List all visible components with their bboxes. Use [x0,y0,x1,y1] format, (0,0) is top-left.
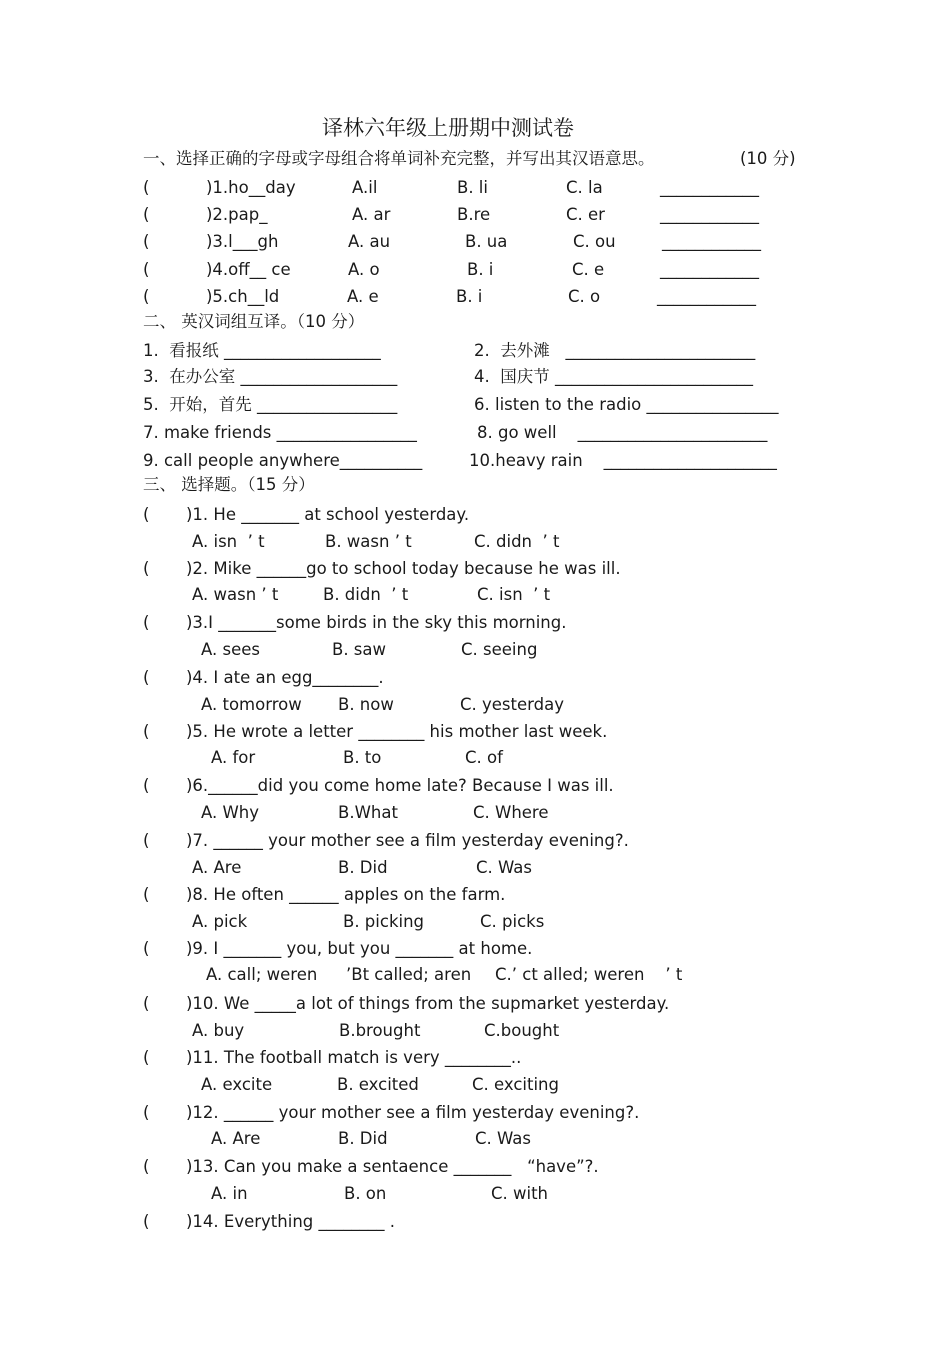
option-a: A. pick [192,912,248,931]
item-stem: )3.l___gh [206,232,279,251]
option-c: C. Was [475,1129,531,1148]
section3-heading: 三、 选择题。（15 分） [143,475,315,494]
answer-paren: ( [143,613,150,632]
question-stem: )9. I _______ you, but you _______ at home. [186,939,533,958]
option-c: C. picks [480,912,545,931]
question-stem: )12. ______ your mother see a film yesterday evening?. [186,1103,640,1122]
answer-paren: ( [143,505,150,524]
option-a: A. wasn ’ t [192,585,279,604]
option-c: C. of [465,748,503,767]
option-c: C.’ ct alled; weren ’ t [495,965,683,984]
phrase-left: 7. make friends _________________ [143,423,417,442]
question-stem: )11. The football match is very ________.. [186,1048,522,1067]
option-b: B. now [338,695,394,714]
question-stem: )3.I _______some birds in the sky this morning. [186,613,567,632]
option-b: B. i [456,287,483,306]
option-a: A. for [211,748,256,767]
phrase-right: 4. 国庆节 ________________________ [474,367,753,386]
answer-paren: ( [143,559,150,578]
phrase-right: 6. listen to the radio ________________ [474,395,779,414]
answer-paren: ( [143,776,150,795]
option-b: B. i [467,260,494,279]
item-stem: )2.pap_ [206,205,268,224]
option-b: B. picking [343,912,425,931]
option-a: A. ar [352,205,391,224]
option-c: C. er [566,205,605,224]
answer-paren: ( [143,994,150,1013]
answer-paren: ( [143,1212,150,1231]
answer-paren: ( [143,722,150,741]
meaning-blank: ____________ [660,178,759,197]
section1-score: (10 分) [740,149,796,168]
question-stem: )8. He often ______ apples on the farm. [186,885,506,904]
phrase-right: 10.heavy rain _____________________ [469,451,777,470]
question-stem: )13. Can you make a sentaence _______ “have”?. [186,1157,599,1176]
answer-paren: ( [143,939,150,958]
question-stem: )2. Mike ______go to school today because he was ill. [186,559,621,578]
page-title: 译林六年级上册期中测试卷 [322,116,574,140]
item-stem: )4.off__ ce [206,260,291,279]
option-c: C. seeing [461,640,538,659]
option-b: B.brought [339,1021,421,1040]
answer-paren: ( [143,885,150,904]
option-b: ’Bt called; aren [346,965,472,984]
option-c: C. yesterday [460,695,564,714]
answer-paren: ( [143,260,150,279]
answer-paren: ( [143,831,150,850]
option-b: B. Did [338,1129,388,1148]
option-a: A. au [348,232,391,251]
option-a: A. o [348,260,380,279]
option-a: A. Are [192,858,242,877]
option-c: C. didn ’ t [474,532,560,551]
phrase-left: 3. 在办公室 ___________________ [143,367,398,386]
option-b: B. li [457,178,488,197]
option-a: A. e [347,287,379,306]
option-a: A. call; weren [206,965,318,984]
phrase-right: 2. 去外滩 _______________________ [474,341,756,360]
option-c: C. with [491,1184,549,1203]
option-c: C. e [572,260,605,279]
item-stem: )5.ch__ld [206,287,280,306]
meaning-blank: ____________ [660,260,759,279]
option-b: B. didn ’ t [323,585,409,604]
option-c: C. Where [473,803,549,822]
question-stem: )6.______did you come home late? Because I was ill. [186,776,614,795]
answer-paren: ( [143,178,150,197]
option-c: C. isn ’ t [477,585,551,604]
meaning-blank: ____________ [662,232,761,251]
phrase-left: 5. 开始，首先 _________________ [143,395,398,414]
meaning-blank: ____________ [657,287,756,306]
option-c: C. exciting [472,1075,559,1094]
option-c: C.bought [484,1021,560,1040]
option-a: A.il [352,178,378,197]
option-b: B. saw [332,640,387,659]
phrase-left: 9. call people anywhere__________ [143,451,423,470]
question-stem: )5. He wrote a letter ________ his mother last week. [186,722,608,741]
option-a: A. tomorrow [201,695,302,714]
option-b: B.re [457,205,491,224]
option-a: A. buy [192,1021,245,1040]
option-a: A. Are [211,1129,261,1148]
option-c: C. o [568,287,601,306]
answer-paren: ( [143,232,150,251]
option-c: C. Was [476,858,532,877]
question-stem: )1. He _______ at school yesterday. [186,505,470,524]
question-stem: )10. We _____a lot of things from the supmarket yesterday. [186,994,670,1013]
option-a: A. excite [201,1075,273,1094]
answer-paren: ( [143,1157,150,1176]
question-stem: )7. ______ your mother see a film yesterday evening?. [186,831,629,850]
option-b: B. Did [338,858,388,877]
section1-heading: 一、选择正确的字母或字母组合将单词补充完整，并写出其汉语意思。 [143,149,655,168]
option-b: B.What [338,803,398,822]
option-b: B. on [344,1184,387,1203]
question-stem: )14. Everything ________ . [186,1212,395,1231]
option-a: A. Why [201,803,260,822]
option-b: B. to [343,748,382,767]
question-stem: )4. I ate an egg________. [186,668,384,687]
option-c: C. la [566,178,603,197]
item-stem: )1.ho__day [206,178,296,197]
phrase-left: 1. 看报纸 ___________________ [143,341,381,360]
option-b: B. wasn ’ t [325,532,412,551]
option-c: C. ou [573,232,616,251]
phrase-right: 8. go well _______________________ [477,423,768,442]
option-a: A. in [211,1184,248,1203]
answer-paren: ( [143,1103,150,1122]
option-b: B. ua [465,232,508,251]
answer-paren: ( [143,287,150,306]
option-b: B. excited [337,1075,419,1094]
answer-paren: ( [143,1048,150,1067]
option-a: A. isn ’ t [192,532,265,551]
meaning-blank: ____________ [660,205,759,224]
answer-paren: ( [143,205,150,224]
answer-paren: ( [143,668,150,687]
section2-heading: 二、 英汉词组互译。（10 分） [143,312,365,331]
option-a: A. sees [201,640,260,659]
